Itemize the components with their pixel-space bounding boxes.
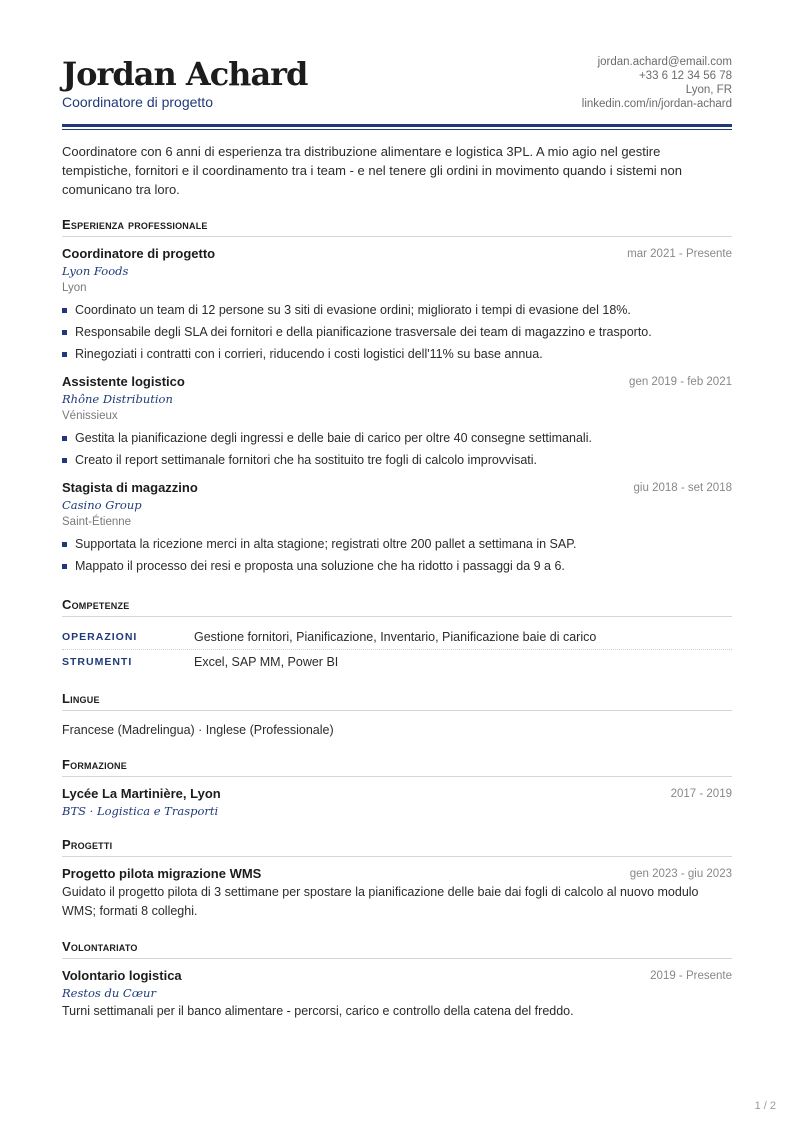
contact-linkedin[interactable]: linkedin.com/in/jordan-achard (581, 98, 732, 110)
page-number: 1 / 2 (754, 1100, 776, 1112)
experience-entry (62, 245, 732, 365)
resume-header (62, 56, 732, 122)
header-divider-thin (62, 129, 732, 130)
job-bullets (62, 427, 732, 471)
volunteer-role: Volontario logistica (62, 968, 182, 983)
skills-label: OPERAZIONI (62, 631, 138, 643)
contact-location: Lyon, FR (685, 84, 732, 96)
education-dates: 2017 - 2019 (670, 788, 732, 800)
job-dates: giu 2018 - set 2018 (633, 482, 732, 494)
bullet-item: Gestita la pianificazione degli ingressi e delle baie di carico per oltre 40 consegne settimanali. (62, 427, 732, 449)
job-company: Rhône Distribution (62, 392, 173, 406)
languages-section (62, 691, 732, 739)
header (62, 56, 732, 122)
contact-phone: +33 6 12 34 56 78 (638, 70, 732, 82)
bullet-square-icon (62, 542, 67, 547)
skills-row (62, 650, 732, 674)
job-title: Assistente logistico (62, 374, 185, 389)
experience-entry (62, 373, 732, 471)
section-title-languages: Lingue (62, 691, 732, 711)
volunteering-entry (62, 967, 732, 1021)
profile-summary: Coordinatore con 6 anni di esperienza tra distribuzione alimentare e logistica 3PL. A mio agio nel gestire tempistiche, fornitori e il coordinamento tra i team - e nel tenere gli ordini in movimento quando i sistemi non comunicano tra loro. (62, 144, 682, 197)
bullet-item: Rinegoziati i contratti con i corrieri, riducendo i costi logistici dell'11% su base annua. (62, 343, 732, 365)
skills-label: STRUMENTI (62, 656, 133, 668)
job-company: Casino Group (62, 498, 142, 512)
header-divider-thick (62, 124, 732, 127)
section-title-volunteering: Volontariato (62, 939, 732, 959)
job-location: Saint-Étienne (62, 516, 132, 528)
job-location: Vénissieux (62, 410, 118, 422)
languages-list: Francese (Madrelingua) · Inglese (Professionale) (62, 723, 334, 737)
project-entry (62, 865, 732, 921)
job-bullets (62, 299, 732, 365)
volunteering-section (62, 939, 732, 1021)
project-description: Guidato il progetto pilota di 3 settimane per spostare la pianificazione delle baie dai fogli di calcolo al nuovo modulo WMS; formati 8 colleghi. (62, 885, 699, 918)
bullet-item: Creato il report settimanale fornitori che ha sostituito tre fogli di calcolo improvvisati. (62, 449, 732, 471)
contact-block (582, 55, 732, 111)
bullet-square-icon (62, 564, 67, 569)
job-bullets (62, 533, 732, 577)
degree-name: BTS · Logistica e Trasporti (62, 804, 219, 818)
volunteer-description: Turni settimanali per il banco alimentare - percorsi, carico e controllo della catena del freddo. (62, 1004, 574, 1018)
skills-row (62, 625, 732, 650)
bullet-item: Coordinato un team di 12 persone su 3 siti di evasione ordini; migliorato i tempi di evasione del 18%. (62, 299, 732, 321)
education-section (62, 757, 732, 820)
projects-section (62, 837, 732, 921)
bullet-square-icon (62, 436, 67, 441)
skills-section (62, 597, 732, 674)
bullet-square-icon (62, 352, 67, 357)
school-name: Lycée La Martinière, Lyon (62, 786, 221, 801)
project-name: Progetto pilota migrazione WMS (62, 866, 262, 881)
experience-section (62, 217, 732, 577)
skills-value: Gestione fornitori, Pianificazione, Inventario, Pianificazione baie di carico (194, 630, 597, 644)
experience-entry (62, 479, 732, 577)
job-title: Coordinatore di progetto (62, 246, 216, 261)
job-dates: mar 2021 - Presente (627, 248, 732, 260)
skills-value: Excel, SAP MM, Power BI (194, 655, 339, 669)
section-title-education: Formazione (62, 757, 732, 777)
contact-email[interactable]: jordan.achard@email.com (597, 56, 732, 68)
volunteer-organization: Restos du Cœur (62, 986, 156, 1000)
project-dates: gen 2023 - giu 2023 (629, 868, 732, 880)
job-location: Lyon (62, 282, 87, 294)
education-entry (62, 785, 732, 820)
job-dates: gen 2019 - feb 2021 (629, 376, 732, 388)
section-title-skills: Competenze (62, 597, 732, 617)
bullet-item: Supportata la ricezione merci in alta stagione; registrati oltre 200 pallet a settimana in SAP. (62, 533, 732, 555)
bullet-square-icon (62, 308, 67, 313)
section-title-projects: Progetti (62, 837, 732, 857)
job-company: Lyon Foods (62, 264, 129, 278)
section-title-experience: Esperienza professionale (62, 217, 732, 237)
bullet-item: Responsabile degli SLA dei fornitori e della pianificazione trasversale dei team di magazzino e trasporto. (62, 321, 732, 343)
bullet-square-icon (62, 458, 67, 463)
bullet-square-icon (62, 330, 67, 335)
candidate-name: Jordan Achard (62, 55, 308, 93)
volunteer-dates: 2019 - Presente (650, 970, 732, 982)
candidate-role: Coordinatore di progetto (62, 94, 213, 110)
bullet-item: Mappato il processo dei resi e proposta una soluzione che ha ridotto i passaggi da 9 a 6. (62, 555, 732, 577)
job-title: Stagista di magazzino (62, 480, 198, 495)
